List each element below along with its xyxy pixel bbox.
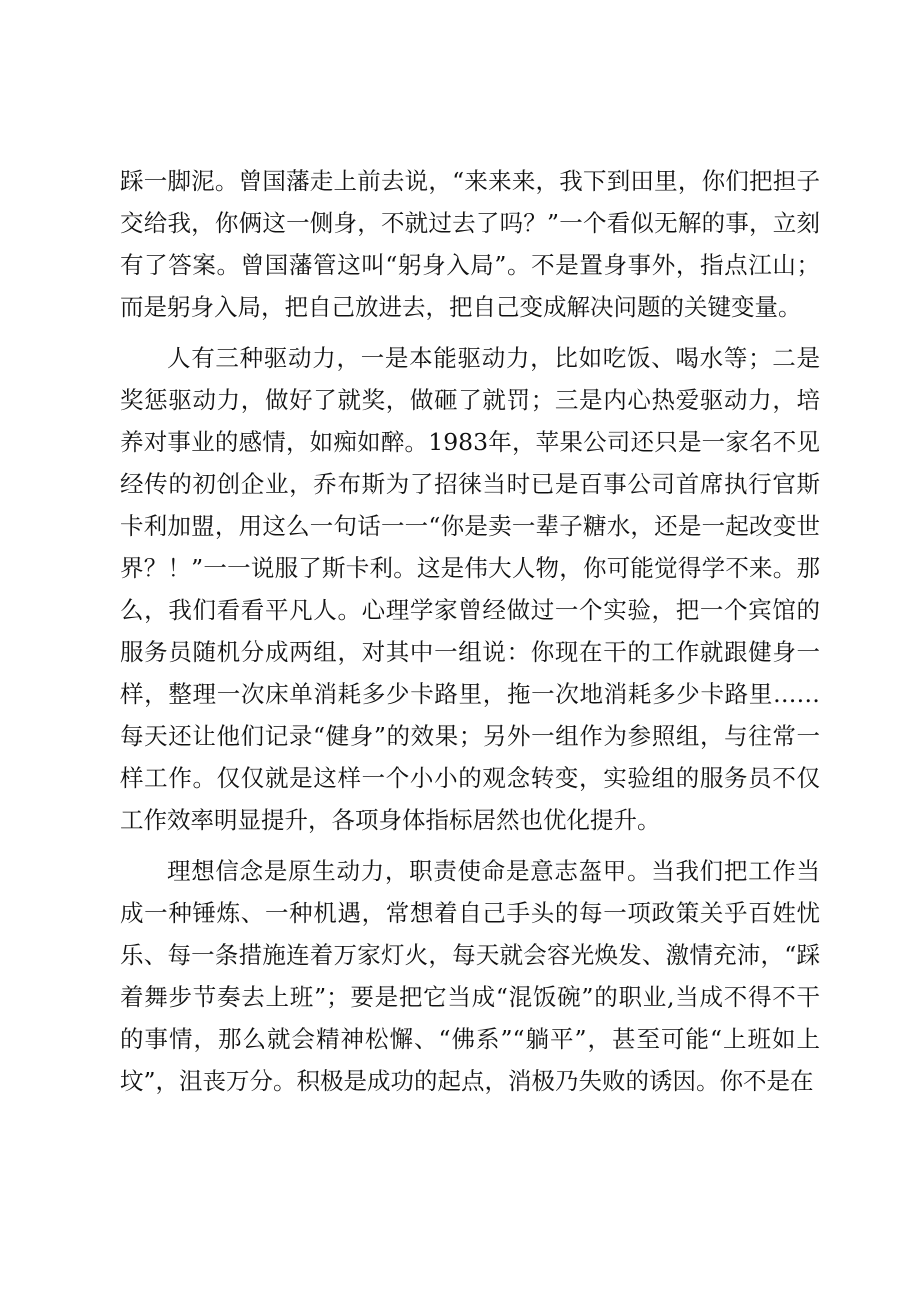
paragraph-2: 人有三种驱动力，一是本能驱动力，比如吃饭、喝水等；二是奖惩驱动力，做好了就奖，做砸了就罚；三是内心热爱驱动力，培养对事业的感情，如痴如醉。1983年，苹果公司还只是一家名不见经传的初创企业，乔布斯为了招徕当时已是百事公司首席执行官斯卡利加盟，用这么一句话一一“你是卖一辈子糖水，还是一起改变世界？！”一一说服了斯卡利。这是伟大人物，你可能觉得学不来。那么，我们看看平凡人。心理学家曾经做过一个实验，把一个宾馆的服务员随机分成两组，对其中一组说：你现在干的工作就跟健身一样，整理一次床单消耗多少卡路里，拖一次地消耗多少卡路里……每天还让他们记录“健身”的效果；另外一组作为参照组，与往常一样工作。仅仅就是这样一个小小的观念转变，实验组的服务员不仅工作效率明显提升，各项身体指标居然也优化提升。 (120, 344, 820, 834)
paragraph-1: 踩一脚泥。曾国藩走上前去说，“来来来，我下到田里，你们把担子交给我，你俩这一侧身，不就过去了吗？”一个看似无解的事，立刻有了答案。曾国藩管这叫“躬身入局”。不是置身事外，指点江山；而是躬身入局，把自己放进去，把自己变成解决问题的关键变量。 (120, 167, 820, 321)
paragraph-3: 理想信念是原生动力，职责使命是意志盔甲。当我们把工作当成一种锤炼、一种机遇，常想着自己手头的每一项政策关乎百姓忧乐、每一条措施连着万家灯火，每天就会容光焕发、激情充沛，“踩着舞步节奏去上班”；要是把它当成“混饭碗”的职业,当成不得不干的事情，那么就会精神松懈、“佛系”“躺平”，甚至可能“上班如上坟”，沮丧万分。积极是成功的起点，消极乃失败的诱因。你不是在 (120, 857, 820, 1095)
document-body (120, 160, 820, 1111)
